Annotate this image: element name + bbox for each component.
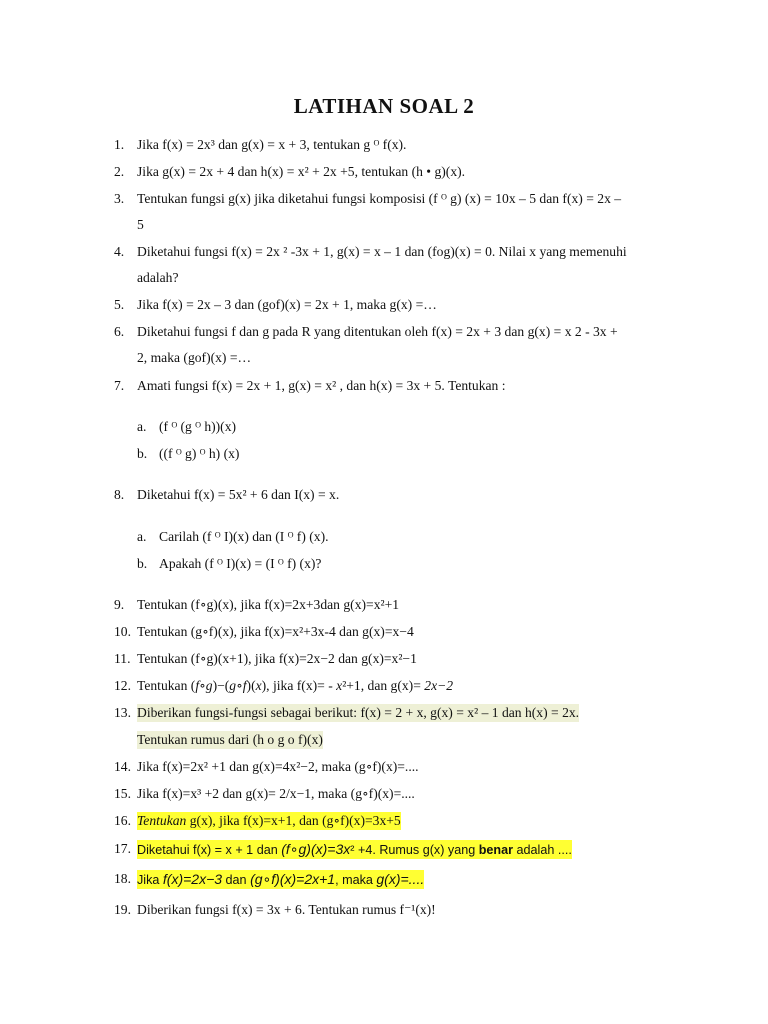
q18-math: (g∘f)(x)=2x+1 xyxy=(250,871,336,887)
item-number: 2. xyxy=(114,164,125,179)
item-number: 5. xyxy=(114,297,125,312)
question-6-line-1: Diketahui fungsi f dan g pada R yang ditentukan oleh f(x) = 2x + 3 dan g(x) = x 2 - 3x + xyxy=(137,324,618,339)
q17-text: ² +4. Rumus xyxy=(350,843,423,857)
item-number: 10. xyxy=(114,624,131,639)
q18-text: dan xyxy=(222,873,251,887)
q16-italic: Tentukan xyxy=(137,813,187,828)
question-7a: (f ᴼ (g ᴼ h))(x) xyxy=(159,419,237,434)
question-5: Jika f(x) = 2x – 3 dan (gof)(x) = 2x + 1, maka g(x) =… xyxy=(137,297,437,312)
q17-text: g(x) xyxy=(422,843,445,857)
question-12 xyxy=(137,677,453,695)
q12-italic: 2x−2 xyxy=(424,678,454,693)
sub-item-letter: b. xyxy=(137,446,148,461)
question-18 xyxy=(137,870,424,889)
question-17 xyxy=(137,840,572,859)
question-4-line-1: Diketahui fungsi f(x) = 2x ² -3x + 1, g(x) = x – 1 dan (fog)(x) = 0. Nilai x yang memenuhi xyxy=(137,244,627,259)
item-number: 6. xyxy=(114,324,125,339)
item-number: 3. xyxy=(114,191,125,206)
q12-italic: f∘g xyxy=(195,678,213,693)
sub-item-letter: a. xyxy=(137,419,147,434)
q17-text: Diketahui f(x) = x + 1 dan xyxy=(137,843,282,857)
q17-text: adalah .... xyxy=(513,843,572,857)
question-3-line-2: 5 xyxy=(137,217,144,232)
question-10: Tentukan (g∘f)(x), jika f(x)=x²+3x-4 dan g(x)=x−4 xyxy=(137,624,414,639)
q12-text: )−( xyxy=(212,678,230,693)
item-number: 15. xyxy=(114,786,131,801)
item-number: 9. xyxy=(114,597,125,612)
item-number: 18. xyxy=(114,871,131,886)
item-number: 17. xyxy=(114,841,131,856)
question-13-line-2: Tentukan rumus dari (h o g o f)(x) xyxy=(137,732,323,747)
sub-item-letter: a. xyxy=(137,529,147,544)
q12-italic: x xyxy=(336,678,343,693)
question-9: Tentukan (f∘g)(x), jika f(x)=2x+3dan g(x)=x²+1 xyxy=(137,597,400,612)
q12-italic: x xyxy=(255,678,262,693)
item-number: 7. xyxy=(114,378,125,393)
item-number: 12. xyxy=(114,678,131,693)
item-number: 4. xyxy=(114,244,125,259)
q18-math: g(x)=.... xyxy=(376,871,425,887)
question-15: Jika f(x)=x³ +2 dan g(x)= 2/x−1, maka (g∘f)(x)=.... xyxy=(137,786,415,801)
q18-math: f(x)=2x−3 xyxy=(162,871,223,887)
item-number: 19. xyxy=(114,902,131,917)
question-4-line-2: adalah? xyxy=(137,270,179,285)
question-8a: Carilah (f ᴼ I)(x) dan (I ᴼ f) (x). xyxy=(159,529,329,544)
item-number: 14. xyxy=(114,759,131,774)
question-2: Jika g(x) = 2x + 4 dan h(x) = x² + 2x +5, tentukan (h • g)(x). xyxy=(137,164,466,179)
q18-text: Jika xyxy=(137,873,163,887)
q16-text: g(x), jika f(x)=x+1, dan (g∘f)(x)=3x+5 xyxy=(186,813,401,828)
item-number: 1. xyxy=(114,137,125,152)
question-7: Amati fungsi f(x) = 2x + 1, g(x) = x² , dan h(x) = 3x + 5. Tentukan : xyxy=(137,378,506,393)
q12-italic: g∘f xyxy=(229,678,247,693)
question-19: Diberikan fungsi f(x) = 3x + 6. Tentukan rumus f⁻¹(x)! xyxy=(137,902,436,917)
question-8b: Apakah (f ᴼ I)(x) = (I ᴼ f) (x)? xyxy=(159,556,322,571)
q12-text: ²+1, dan g(x)= xyxy=(342,678,425,693)
item-number: 13. xyxy=(114,705,131,720)
question-8: Diketahui f(x) = 5x² + 6 dan I(x) = x. xyxy=(137,487,340,502)
item-number: 11. xyxy=(114,651,131,666)
q18-text: , maka xyxy=(335,873,377,887)
question-11: Tentukan (f∘g)(x+1), jika f(x)=2x−2 dan g(x)=x²−1 xyxy=(137,651,417,666)
q12-text: ), jika f(x)= - xyxy=(261,678,337,693)
question-16 xyxy=(137,812,401,830)
question-6-line-2: 2, maka (gof)(x) =… xyxy=(137,350,252,365)
q17-math: (f∘g)(x)=3x xyxy=(281,841,351,857)
sub-item-letter: b. xyxy=(137,556,148,571)
q12-text: Tentukan ( xyxy=(137,678,196,693)
question-13-line-1: Diberikan fungsi-fungsi sebagai berikut: f(x) = 2 + x, g(x) = x² – 1 dan h(x) = 2x. xyxy=(137,705,580,720)
q17-bold: benar xyxy=(478,843,514,857)
q12-text: )( xyxy=(246,678,256,693)
item-number: 16. xyxy=(114,813,131,828)
q17-text: yang xyxy=(444,843,479,857)
item-number: 8. xyxy=(114,487,125,502)
question-7b: ((f ᴼ g) ᴼ h) (x) xyxy=(159,446,240,461)
question-3-line-1: Tentukan fungsi g(x) jika diketahui fungsi komposisi (f ᴼ g) (x) = 10x – 5 dan f(x) = 2x – xyxy=(137,191,622,206)
question-14: Jika f(x)=2x² +1 dan g(x)=4x²−2, maka (g∘f)(x)=.... xyxy=(137,759,419,774)
page-title: LATIHAN SOAL 2 xyxy=(293,94,475,118)
question-1: Jika f(x) = 2x³ dan g(x) = x + 3, tentukan g ᴼ f(x). xyxy=(137,137,407,152)
